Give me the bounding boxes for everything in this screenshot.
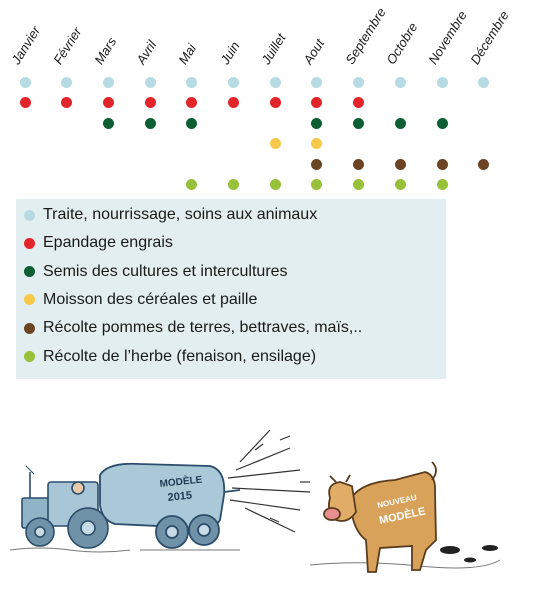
calendar-dot: [20, 97, 31, 108]
legend-item: [24, 347, 316, 367]
month-label: Septembre: [341, 5, 389, 68]
legend-dot-icon: [24, 238, 35, 249]
calendar-dot: [270, 77, 281, 88]
month-label: Février: [49, 24, 85, 67]
calendar-dot: [145, 77, 156, 88]
legend-label: Récolte de l’herbe (fenaison, ensilage): [43, 347, 317, 365]
calendar-dot: [270, 97, 281, 108]
calendar-dot: [311, 179, 322, 190]
tanker-label-line1: MODÈLE: [159, 474, 203, 490]
calendar-dot: [20, 77, 31, 88]
legend-label: Semis des cultures et intercultures: [43, 262, 288, 280]
calendar-dot: [437, 118, 448, 129]
calendar-dot: [270, 179, 281, 190]
calendar-dot: [353, 77, 364, 88]
calendar-dot: [228, 97, 239, 108]
calendar-dot: [103, 97, 114, 108]
legend-dot-icon: [24, 351, 35, 362]
calendar-dot: [395, 179, 406, 190]
calendar-dot: [186, 118, 197, 129]
calendar-dot: [437, 77, 448, 88]
calendar-dot: [270, 138, 281, 149]
calendar-dot: [311, 118, 322, 129]
calendar-dot: [353, 179, 364, 190]
calendar-dot: [353, 118, 364, 129]
dung-icon: [440, 545, 498, 563]
month-label: Mai: [175, 41, 199, 67]
calendar-dot: [145, 97, 156, 108]
legend-dot-icon: [24, 294, 35, 305]
legend-item: [24, 205, 317, 225]
month-label: Octobre: [383, 19, 421, 67]
tanker-label-line2: 2015: [167, 489, 193, 504]
calendar-dot: [478, 77, 489, 88]
calendar-dot: [228, 77, 239, 88]
calendar-dot: [311, 159, 322, 170]
calendar-dot: [437, 179, 448, 190]
legend-dot-icon: [24, 323, 35, 334]
activity-calendar: [0, 0, 541, 200]
tractor-icon: [22, 466, 108, 548]
calendar-dot: [395, 159, 406, 170]
calendar-dot: [61, 97, 72, 108]
month-label: Novembre: [425, 8, 470, 67]
month-label: Mars: [91, 34, 120, 67]
legend-item: [24, 262, 288, 282]
legend-label: Epandage engrais: [43, 234, 173, 252]
legend-dot-icon: [24, 210, 35, 221]
month-label: Juillet: [258, 30, 289, 67]
legend-dot-icon: [24, 266, 35, 277]
calendar-dot: [186, 179, 197, 190]
calendar-dot: [311, 97, 322, 108]
legend-item: [24, 318, 362, 338]
calendar-dot: [186, 97, 197, 108]
calendar-dot: [395, 118, 406, 129]
calendar-dot: [353, 159, 364, 170]
calendar-dot: [103, 118, 114, 129]
month-label: Décembre: [466, 8, 512, 67]
calendar-dot: [103, 77, 114, 88]
calendar-dot: [478, 159, 489, 170]
calendar-dot: [186, 77, 197, 88]
tanker-icon: [100, 464, 240, 548]
calendar-dot: [61, 77, 72, 88]
month-label: Avril: [133, 37, 160, 67]
month-label: Juin: [216, 38, 243, 67]
month-label: Aout: [300, 36, 328, 67]
legend-item: [24, 233, 173, 253]
calendar-dot: [311, 77, 322, 88]
cartoon-illustration: [0, 400, 541, 595]
legend-item: [24, 290, 257, 310]
calendar-dot: [353, 97, 364, 108]
calendar-dot: [395, 77, 406, 88]
legend-label: Récolte pommes de terres, bettraves, maïs,..: [43, 319, 363, 337]
calendar-dot: [228, 179, 239, 190]
month-label: Janvier: [8, 23, 44, 68]
cow-label-line1: NOUVEAU: [376, 492, 418, 510]
calendar-dot: [437, 159, 448, 170]
legend-label: Moisson des céréales et paille: [43, 290, 258, 308]
cow-label-line2: MODÈLE: [378, 505, 427, 527]
legend-label: Traite, nourrissage, soins aux animaux: [43, 206, 318, 223]
spray-lines: [228, 430, 310, 532]
calendar-dot: [311, 138, 322, 149]
legend: [16, 199, 446, 379]
calendar-dot: [145, 118, 156, 129]
